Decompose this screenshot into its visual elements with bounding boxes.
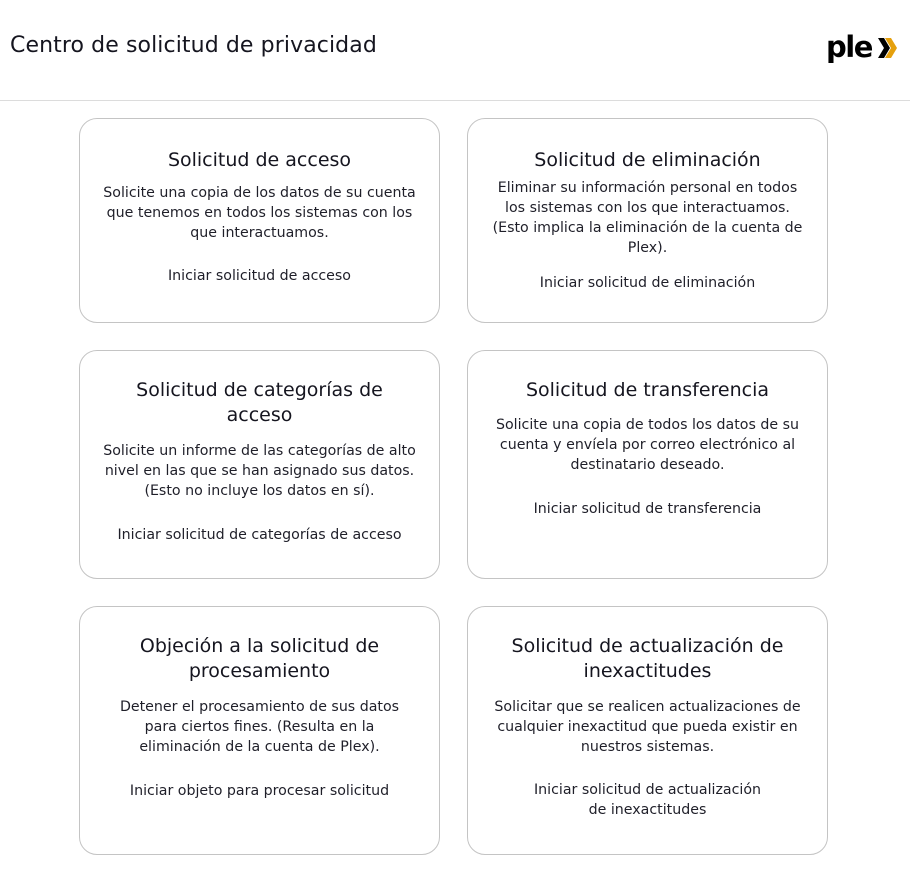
card-inaccuracy-update-request[interactable] xyxy=(467,606,828,855)
card-access-request[interactable] xyxy=(79,118,440,323)
start-access-request-link[interactable]: Iniciar solicitud de acceso xyxy=(167,268,351,284)
card-title: Solicitud de acceso xyxy=(167,149,352,171)
card-title: Solicitud de actualización de inexactitudes xyxy=(511,635,784,682)
card-access-categories-request[interactable] xyxy=(79,350,440,579)
start-inaccuracy-update-link[interactable]: Iniciar solicitud de actualización de inexactitudes xyxy=(533,782,762,818)
start-processing-objection-link[interactable]: Iniciar objeto para procesar solicitud xyxy=(129,783,390,799)
card-processing-objection-request[interactable] xyxy=(79,606,440,855)
card-description: Solicitar que se realicen actualizaciones de cualquier inexactitud que pueda existir en nuestros sistemas. xyxy=(494,699,801,755)
start-transfer-request-link[interactable]: Iniciar solicitud de transferencia xyxy=(533,501,762,517)
card-title: Solicitud de eliminación xyxy=(534,149,761,171)
card-description: Detener el procesamiento de sus datos para ciertos fines. (Resulta en la eliminación de la cuenta de Plex). xyxy=(119,699,400,755)
card-deletion-request[interactable] xyxy=(467,118,828,323)
card-title: Objeción a la solicitud de procesamiento xyxy=(139,635,380,682)
start-deletion-request-link[interactable]: Iniciar solicitud de eliminación xyxy=(539,275,756,291)
card-transfer-request[interactable] xyxy=(467,350,828,579)
plex-logo-icon[interactable] xyxy=(826,30,900,68)
page-header xyxy=(0,0,910,101)
card-description: Solicite una copia de todos los datos de su cuenta y envíela por correo electrónico al destinatario deseado. xyxy=(495,417,799,473)
card-description: Solicite un informe de las categorías de alto nivel en las que se han asignado sus datos. (Esto no incluye los datos en sí). xyxy=(103,443,416,499)
card-title: Solicitud de categorías de acceso xyxy=(136,379,383,426)
svg-text:ple: ple xyxy=(826,30,872,64)
card-description: Eliminar su información personal en todos los sistemas con los que interactuamos. (Esto implica la eliminación de la cuenta de Plex). xyxy=(492,180,803,256)
card-title: Solicitud de transferencia xyxy=(525,379,770,401)
card-description: Solicite una copia de los datos de su cuenta que tenemos en todos los sistemas con los que interactuamos. xyxy=(103,185,416,241)
page-title: Centro de solicitud de privacidad xyxy=(10,33,377,58)
start-access-categories-request-link[interactable]: Iniciar solicitud de categorías de acceso xyxy=(117,527,402,543)
